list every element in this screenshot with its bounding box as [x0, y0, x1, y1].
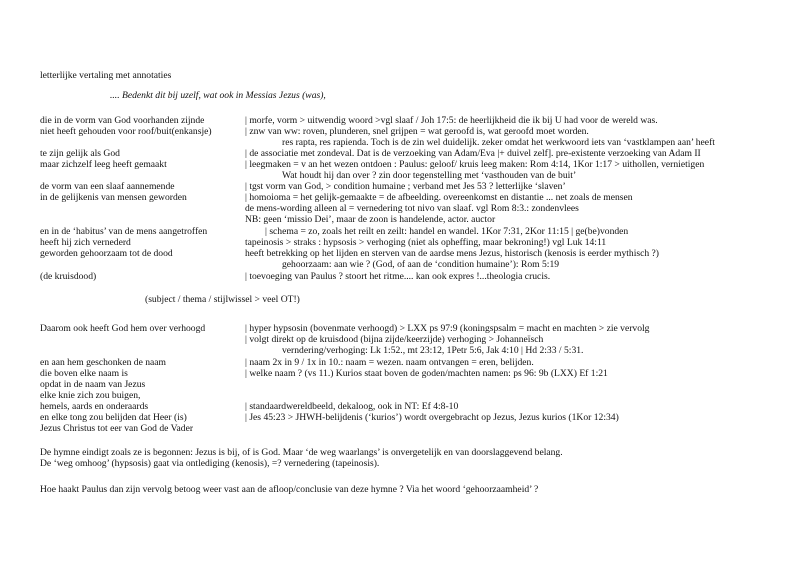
verse-line: Jezus Christus tot eer van God de Vader [40, 423, 194, 434]
verse-line: en in de ‘habitus’ van de mens aangetroffen [40, 226, 208, 237]
annotation-line: | morfe, vorm > uitwendig woord >vgl slaaf / Joh 17:5: de heerlijkheid die ik bij U had voor de wereld was. [245, 115, 658, 126]
annotation-line: | naam 2x in 9 / 1x in 10.: naam = wezen. naam ontvangen = eren, belijden. [245, 357, 534, 368]
annotation-line: tapeinosis > straks : hypsosis > verhoging (niet als opheffing, maar bekroning!) vgl Luk 14:11 [245, 237, 607, 248]
annotation-line: | toevoeging van Paulus ? stoort het ritme.... kan ook expres !...theologia crucis. [245, 271, 551, 282]
closing-paragraph: De hymne eindigt zoals ze is begonnen: Jezus is bij, of is God. Maar ‘de weg waarlangs’ is onvergetelijk en van doorslaggevend belang. [40, 447, 563, 458]
annotation-continuation: gehoorzaam: aan wie ? (God, of aan de ‘condition humaine’): Rom 5:19 [282, 259, 560, 270]
verse-line: en elke tong zou belijden dat Heer (is) [40, 412, 187, 423]
annotation-line: | schema = zo, zoals het reilt en zeilt: handel en wandel. 1Kor 7:31, 2Kor 11:15 | ge(be)vonden [265, 226, 629, 237]
annotation-line: | hyper hypsosin (bovenmate verhoogd) > LXX ps 97:9 (koningspsalm = macht en machten > zie vervolg [245, 323, 650, 334]
closing-question: Hoe haakt Paulus dan zijn vervolg betoog weer vast aan de afloop/conclusie van deze hymne ? Via het woord ‘gehoorzaamheid’ ? [40, 484, 539, 495]
annotation-line: | de associatie met zondeval. Dat is de verzoeking van Adam/Eva |+ duivel zelf]. pre-existente verzoeking van Adam II [245, 148, 701, 159]
annotation-continuation: NB: geen ‘missio Dei’, maar de zoon is handelende, actor. auctor [245, 214, 496, 225]
verse-line: die boven elke naam is [40, 368, 128, 379]
annotation-line: | homoioma = het gelijk-gemaakte = de afbeelding. overeenkomst en distantie ... net zoals de mensen [245, 192, 633, 203]
annotation-line: | standaardwereldbeeld, dekaloog, ook in NT: Ef 4:8-10 [245, 401, 459, 412]
verse-line: hemels, aards en onderaards [40, 401, 149, 412]
annotation-continuation: | volgt direkt op de kruisdood (bijna zijde/keerzijde) verhoging > Johanneïsch [245, 334, 544, 345]
closing-paragraph: De ‘weg omhoog’ (hypsosis) gaat via ontlediging (kenosis), =? vernedering (tapeinosis). [40, 458, 380, 469]
verse-line: elke knie zich zou buigen, [40, 390, 141, 401]
verse-line: (de kruisdood) [40, 271, 97, 282]
verse-line: heeft hij zich vernederd [40, 237, 131, 248]
annotation-continuation: res rapta, res rapienda. Toch is de zin wel duidelijk. zeker omdat het werkwoord iets van ‘vastklampen aan’ heeft [282, 137, 715, 148]
verse-line: maar zichzelf leeg heeft gemaakt [40, 159, 167, 170]
annotation-continuation: de mens-wording alleen al = vernedering tot nivo van slaaf. vgl Rom 8:3.: zondenvlees [245, 203, 579, 214]
verse-line: te zijn gelijk als God [40, 148, 120, 159]
verse-line: niet heeft gehouden voor roof/buit(enkansje) [40, 126, 212, 137]
annotation-line: | welke naam ? (vs 11.) Kurios staat boven de goden/machten namen: ps 96: 9b (LXX) Ef 1:21 [245, 368, 608, 379]
annotation-line: | tgst vorm van God, > condition humaine ; verband met Jes 53 ? letterlijke ‘slaven’ [245, 181, 566, 192]
annotation-line: heeft betrekking op het lijden en sterven van de aardse mens Jezus, historisch (kenosis is eerder mythisch ?) [245, 248, 660, 259]
verse-line: de vorm van een slaaf aannemende [40, 181, 175, 192]
document-title: letterlijke vertaling met annotaties [40, 70, 172, 81]
annotation-line: | leegmaken = v an het wezen ontdoen : Paulus: geloof/ kruis leeg maken: Rom 4:14, 1Kor 1:17 > uithollen, vernietigen [245, 159, 705, 170]
annotation-continuation: Wat houdt hij dan over ? zin door tegenstelling met ‘vasthouden van de buit’ [282, 170, 577, 181]
verse-line: Daarom ook heeft God hem over verhoogd [40, 323, 206, 334]
intro-verse: .... Bedenkt dit bij uzelf, wat ook in Messias Jezus (was), [110, 90, 326, 101]
verse-line: geworden gehoorzaam tot de dood [40, 248, 173, 259]
verse-line: die in de vorm van God voorhanden zijnde [40, 115, 205, 126]
annotation-line: | Jes 45:23 > JHWH-belijdenis (‘kurios’) wordt overgebracht op Jezus, Jezus kurios (1Kor 12:34) [245, 412, 619, 423]
verse-line: en aan hem geschonken de naam [40, 357, 166, 368]
annotation-line: | znw van ww: roven, plunderen, snel grijpen = wat geroofd is, wat geroofd moet worden. [245, 126, 589, 137]
verse-line: in de gelijkenis van mensen geworden [40, 192, 187, 203]
annotation-continuation: verndering/verhoging: Lk 1:52., mt 23:12, 1Petr 5:6, Jak 4:10 | Hd 2:33 / 5:31. [282, 345, 584, 356]
subject-note: (subject / thema / stijlwissel > veel OT!) [145, 294, 300, 305]
verse-line: opdat in de naam van Jezus [40, 379, 146, 390]
